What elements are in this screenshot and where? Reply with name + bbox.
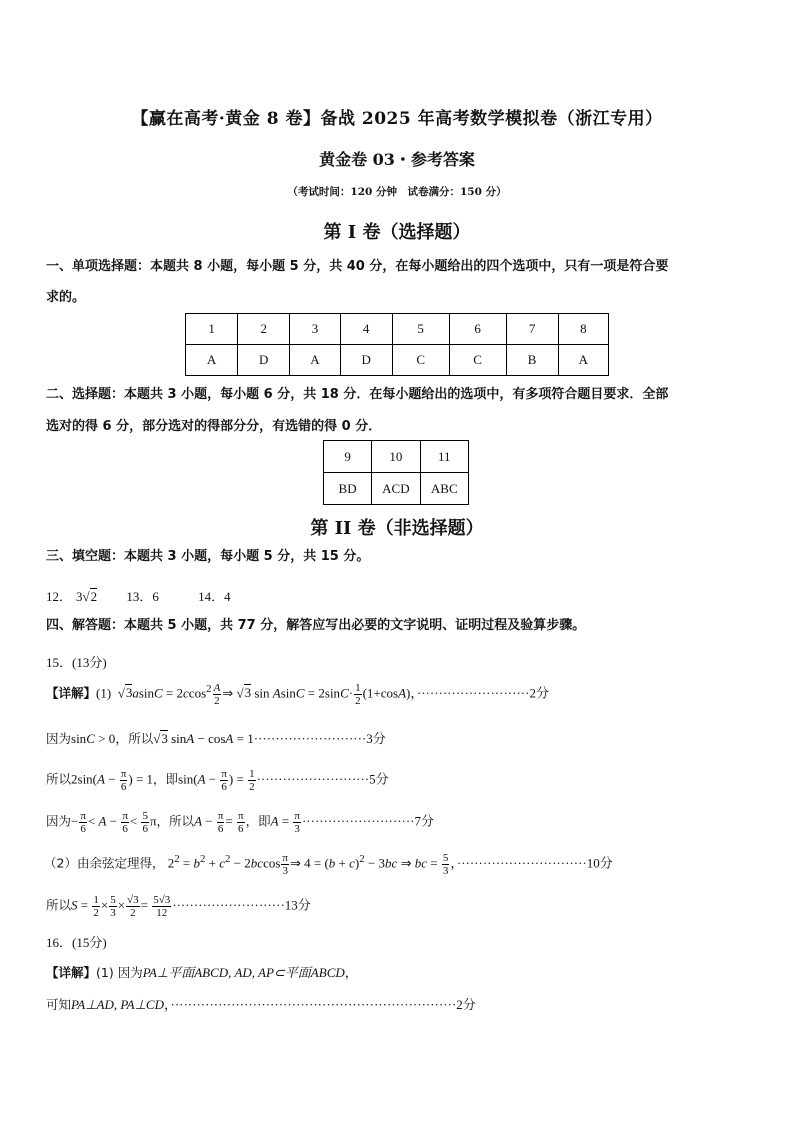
q15-line5: （2）由余弦定理得， $2^2 = b^2 + c^2 - 2bccos$ $\frac{\pi}{3}$ ⇒ $4 = (b + c)^2 - 3bc$ ⇒ bc = $\frac{5}{3}$ ，······························10分 (44, 852, 613, 877)
table-cell: 10 (372, 441, 420, 473)
fill-in-intro: 三、填空题：本题共 3 小题，每小题 5 分，共 15 分。 (46, 549, 370, 564)
exam-info: （考试时间：120 分钟 试卷满分：150 分） (287, 186, 507, 198)
table-cell: 9 (324, 441, 372, 473)
single-choice-intro: 一、单项选择题：本题共 8 小题，每小题 5 分，共 40 分，在每小题给出的四个选项中，只有一项是符合要 (46, 259, 669, 274)
table-cell: 8 (558, 314, 608, 345)
table-row (186, 314, 609, 345)
q15-line6: 所以S = $\frac{1}{2}$ × $\frac{5}{3}$ × $\frac{√3}{2}$ = $\frac{5√3}{12}$ ··························13分 (46, 894, 311, 919)
table-cell: 6 (449, 314, 506, 345)
q15-line2: 因为sinC > 0，所以√3 sinA − cosA = 1··························3分 (46, 731, 386, 746)
multi-choice-intro: 二、选择题：本题共 3 小题，每小题 6 分，共 18 分．在每小题给出的选项中，有多项符合题目要求．全部 (46, 387, 669, 402)
multi-choice-answer-table (323, 440, 469, 505)
table-cell: C (392, 345, 449, 376)
table-cell: 7 (506, 314, 558, 345)
q15-line3: 所以2sin(A − $\frac{\pi}{6}$ ) = 1，即sin(A − $\frac{\pi}{6}$ ) = $\frac{1}{2}$ ··························5分 (46, 768, 389, 793)
table-cell: D (238, 345, 290, 376)
multi-choice-intro-cont: 选对的得 6 分，部分选对的得部分分，有选错的得 0 分． (46, 419, 382, 434)
page-title: 【赢在高考·黄金 8 卷】备战 2025 年高考数学模拟卷（浙江专用） (131, 109, 663, 129)
section1-heading: 第 I 卷（选择题） (323, 222, 471, 243)
single-choice-answer-table (185, 313, 609, 376)
table-cell: B (506, 345, 558, 376)
table-row (324, 441, 469, 473)
table-cell: D (340, 345, 392, 376)
table-cell: 5 (392, 314, 449, 345)
table-cell: BD (324, 473, 372, 505)
table-cell: A (186, 345, 238, 376)
table-cell: ABC (420, 473, 468, 505)
fill-in-answers: 12． 3√2 13．6 14．4 (46, 589, 231, 604)
q15-line1: 【详解】(1) √3asinC = 2ccos$^2$ $\frac{A}{2}$ ⇒ √3 sin AsinC = 2sinC· $\frac{1}{2}$ (1+cosA)，··························2分 (46, 682, 549, 707)
table-cell: 1 (186, 314, 238, 345)
table-cell: 3 (290, 314, 340, 345)
single-choice-intro-cont: 求的。 (46, 290, 86, 305)
q15-line4: 因为− $\frac{\pi}{6}$ < A − $\frac{\pi}{6}$ < $\frac{5}{6}$ π，所以A − $\frac{\pi}{6}$ = $\frac{\pi}{6}$ ，即A = $\frac{\pi}{3}$ ··························7分 (46, 810, 435, 835)
q15-header: 15．(13分) (46, 655, 107, 670)
table-row (324, 473, 469, 505)
table-cell: 4 (340, 314, 392, 345)
answer-key-subtitle: 黄金卷 03・参考答案 (319, 150, 475, 169)
table-cell: 2 (238, 314, 290, 345)
table-cell: C (449, 345, 506, 376)
table-cell: ACD (372, 473, 420, 505)
q16-header: 16．(15分) (46, 935, 107, 950)
section2-heading: 第 II 卷（非选择题） (310, 518, 484, 539)
solve-intro: 四、解答题：本题共 5 小题，共 77 分，解答应写出必要的文字说明、证明过程及验算步骤。 (46, 618, 586, 633)
table-cell: A (558, 345, 608, 376)
q16-line2: 可知PA⊥AD, PA⊥CD，··································································2分 (46, 997, 476, 1012)
q16-line1: 【详解】(1) 因为PA⊥平面ABCD, AD, AP⊂平面ABCD， (46, 965, 358, 980)
table-cell: A (290, 345, 340, 376)
table-row (186, 345, 609, 376)
table-cell: 11 (420, 441, 468, 473)
